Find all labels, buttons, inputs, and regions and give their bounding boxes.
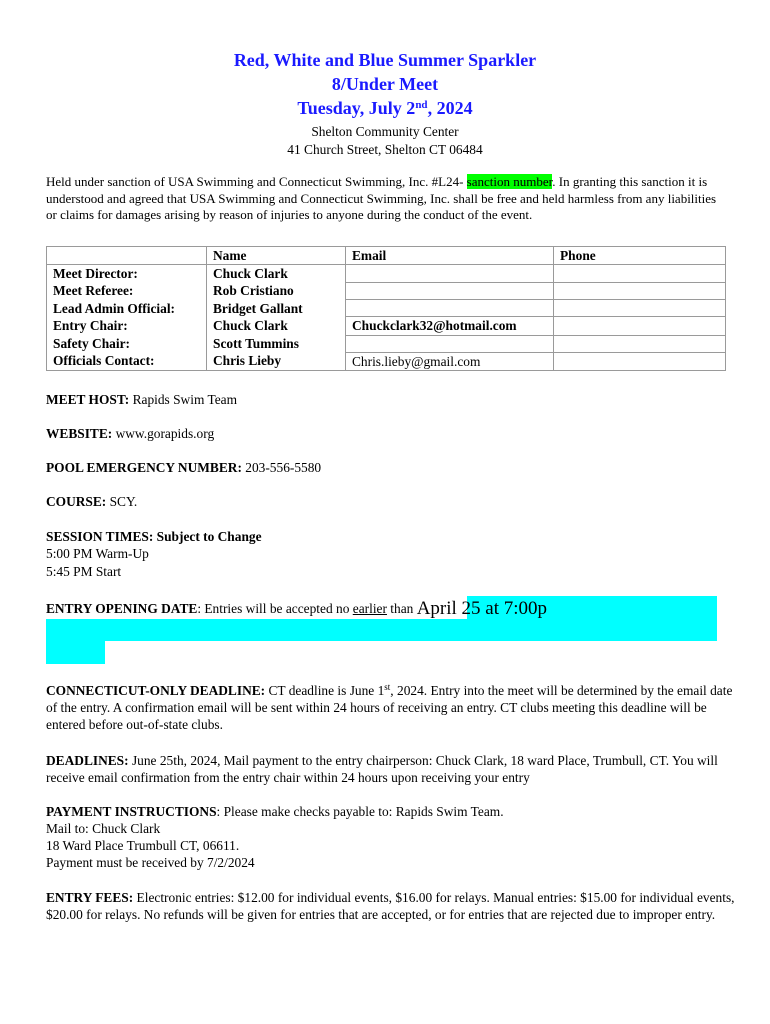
session-warmup: 5:00 PM Warm-Up [46, 546, 149, 561]
role-cell: Meet Referee: [47, 282, 207, 299]
deadlines-paragraph: DEADLINES: June 25th, 2024, Mail payment to the entry chairperson: Chuck Clark, 18 ward Place, Trumbull, CT. You will receive email confirmation from the entry chair within 24 hours upon receiving your entry [46, 753, 718, 785]
name-cell: Rob Cristiano [207, 282, 346, 299]
name-cell: Chuck Clark [207, 317, 346, 335]
course: COURSE: SCY. [46, 494, 138, 509]
email-cell: Chris.lieby@gmail.com [346, 352, 554, 370]
role-cell: Officials Contact: [47, 352, 207, 370]
meet-title: Red, White and Blue Summer Sparkler [233, 50, 537, 70]
table-header-row [47, 247, 726, 265]
role-cell: Safety Chair: [47, 335, 207, 352]
header-role [47, 247, 207, 265]
name-cell: Chuck Clark [207, 265, 346, 283]
date-highlight-block [46, 641, 105, 664]
table-row [47, 265, 726, 283]
email-cell [346, 265, 554, 283]
location-name: Shelton Community Center [311, 124, 459, 139]
entry-opening-date-value: April 25 at 7:00p [416, 598, 548, 619]
pool-emergency-number: POOL EMERGENCY NUMBER: 203-556-5580 [46, 460, 322, 475]
header-phone: Phone [554, 247, 726, 265]
email-cell: Chuckclark32@hotmail.com [346, 317, 554, 335]
phone-cell [554, 352, 726, 370]
phone-cell [554, 335, 726, 352]
session-times-heading: SESSION TIMES: Subject to Change [46, 529, 262, 544]
role-cell: Meet Director: [47, 265, 207, 283]
table-row [47, 300, 726, 317]
website: WEBSITE: www.gorapids.org [46, 426, 215, 441]
header-name: Name [207, 247, 346, 265]
payment-address: 18 Ward Place Trumbull CT, 06611. [46, 838, 240, 853]
phone-cell [554, 265, 726, 283]
sanction-paragraph: Held under sanction of USA Swimming and Connecticut Swimming, Inc. #L24- sanction number. In granting this sanction it is understood and agreed that USA Swimming and Connecticut Swimming, Inc. shall be free and held harmless from any liabilities or claims for damages arising by reason of injuries to anyone during the conduct of the event. [46, 174, 717, 222]
email-cell [346, 282, 554, 299]
phone-cell [554, 300, 726, 317]
phone-cell [554, 317, 726, 335]
session-start: 5:45 PM Start [46, 564, 122, 579]
table-row [47, 352, 726, 370]
email-cell [346, 335, 554, 352]
date-highlight-block [46, 619, 717, 641]
name-cell: Chris Lieby [207, 352, 346, 370]
entry-opening-date: ENTRY OPENING DATE: Entries will be accepted no earlier than April 25 at 7:00p [46, 598, 548, 619]
location-address: 41 Church Street, Shelton CT 06484 [287, 142, 483, 157]
meet-subtitle: 8/Under Meet [331, 74, 439, 94]
contacts-table [46, 246, 726, 371]
phone-cell [554, 282, 726, 299]
payment-due: Payment must be received by 7/2/2024 [46, 855, 255, 870]
name-cell: Bridget Gallant [207, 300, 346, 317]
sanction-number-highlight: sanction number [466, 174, 553, 189]
header-email: Email [346, 247, 554, 265]
role-cell: Entry Chair: [47, 317, 207, 335]
table-row [47, 317, 726, 335]
meet-host: MEET HOST: Rapids Swim Team [46, 392, 238, 407]
name-cell: Scott Tummins [207, 335, 346, 352]
table-row [47, 282, 726, 299]
ct-deadline-paragraph: CONNECTICUT-ONLY DEADLINE: CT deadline is June 1st, 2024. Entry into the meet will be determined by the email date of the entry. A confirmation email will be sent within 24 hours of receiving an entry. CT clubs meeting this deadline will be entered before out-of-state clubs. [46, 682, 733, 732]
payment-instructions: PAYMENT INSTRUCTIONS: Please make checks payable to: Rapids Swim Team. [46, 804, 504, 819]
email-cell [346, 300, 554, 317]
role-cell: Lead Admin Official: [47, 300, 207, 317]
payment-mail-to: Mail to: Chuck Clark [46, 821, 161, 836]
table-row [47, 335, 726, 352]
entry-fees-paragraph: ENTRY FEES: Electronic entries: $12.00 for individual events, $16.00 for relays. Manual entries: $15.00 for individual events, $20.00 for relays. No refunds will be given for entries that are accepted, or for entries that are rejected due to improper entry. [46, 890, 735, 922]
meet-date: Tuesday, July 2nd, 2024 [297, 98, 473, 118]
